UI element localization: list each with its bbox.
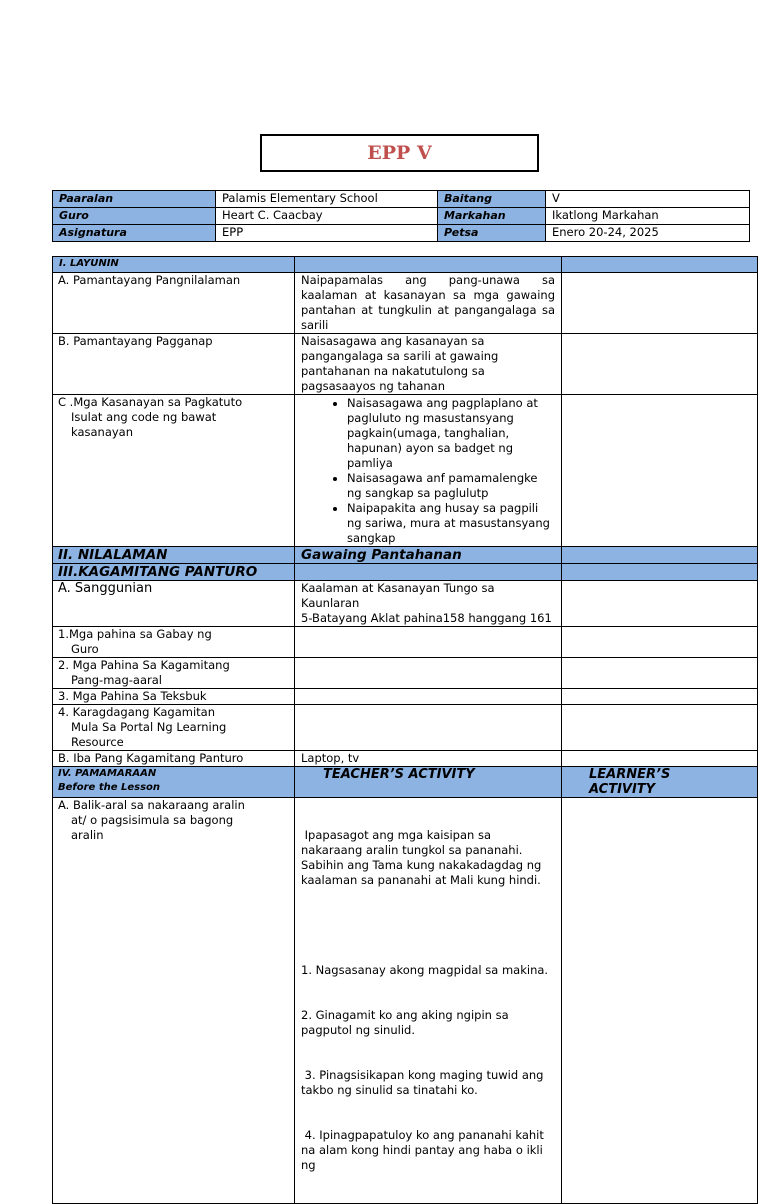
- document-title-box: [260, 134, 539, 172]
- subject-value: EPP: [216, 225, 438, 242]
- list-item: 3. Pinagsisikapan kong maging tuwid ang takbo ng sinulid sa tinatahi ko.: [301, 1068, 548, 1097]
- teacher-label: Guro: [53, 208, 216, 225]
- grade-value: V: [546, 191, 750, 208]
- quarter-value: Ikatlong Markahan: [546, 208, 750, 225]
- list-item: 2. Ginagamit ko ang aking ngipin sa pagputol ng sinulid.: [301, 1008, 513, 1037]
- school-value: Palamis Elementary School: [216, 191, 438, 208]
- kasanayan-list: [301, 396, 555, 546]
- iba-row: [53, 751, 758, 767]
- list-item: 1. Nagsasanay akong magpidal sa makina.: [301, 963, 549, 977]
- list-item: • Naisasagawa anf pamamalengke ng sangkap sa paglulutp: [347, 471, 555, 501]
- nilalaman-value: Gawaing Pantahanan: [295, 547, 562, 564]
- gabay-label: 1.Mga pahina sa Gabay ng Guro: [53, 627, 295, 658]
- balik-intro: Ipapasagot ang mga kaisipan sa nakaraang aralin tungkol sa pananahi. Sabihin ang Tama kung nakakadagdag ng kaalaman sa pananahi at Mali kung hindi.: [301, 828, 546, 887]
- karagdagan-label: 4. Karagdagang Kagamitan Mula Sa Portal Ng Learning Resource: [53, 705, 295, 751]
- balik-aral-text: [295, 798, 562, 1204]
- info-row: [53, 225, 750, 242]
- list-item: • Naisasagawa ang pagplaplano at pagluluto ng masustansyang pagkain(umaga, tanghalian, hapunan) ayon sa badget ng pamliya: [347, 396, 555, 471]
- date-value: Enero 20-24, 2025: [546, 225, 750, 242]
- pamamaraan-label: IV. PAMAMARAAN Before the Lesson: [53, 767, 295, 798]
- kasanayan-row: [53, 395, 758, 547]
- balik-aral-label: A. Balik-aral sa nakaraang aralin at/ o pagsisimula sa bagong aralin: [53, 798, 295, 1204]
- quarter-label: Markahan: [438, 208, 546, 225]
- pagganap-text: Naisasagawa ang kasanayan sa pangangalaga sa sarili at gawaing pantahanan na nakatutulong sa pagsasaayos ng tahanan: [295, 334, 562, 395]
- layunin-header: I. LAYUNIN: [53, 257, 295, 273]
- kasanayan-list-cell: [295, 395, 562, 547]
- info-row: [53, 191, 750, 208]
- teacher-value: Heart C. Caacbay: [216, 208, 438, 225]
- document-title: EPP V: [367, 142, 432, 164]
- info-table: [52, 190, 750, 242]
- pangnilalaman-label: A. Pamantayang Pangnilalaman: [53, 273, 295, 334]
- kasanayan-label: C .Mga Kasanayan sa Pagkatuto Isulat ang code ng bawat kasanayan: [53, 395, 295, 547]
- nilalaman-label: II. NILALAMAN: [53, 547, 295, 564]
- kagamitan-mag-aaral-label: 2. Mga Pahina Sa Kagamitang Pang-mag-aaral: [53, 658, 295, 689]
- pamamaraan-row: [53, 767, 758, 798]
- sanggunian-row: [53, 581, 758, 627]
- grade-label: Baitang: [438, 191, 546, 208]
- info-row: [53, 208, 750, 225]
- karagdagan-row: [53, 705, 758, 751]
- pagganap-row: [53, 334, 758, 395]
- list-item: 4. Ipinagpapatuloy ko ang pananahi kahit na alam kong hindi pantay ang haba o ikli ng: [301, 1128, 548, 1172]
- learner-activity-header: LEARNER’S ACTIVITY: [562, 767, 758, 798]
- teksbuk-row: [53, 689, 758, 705]
- sanggunian-label: A. Sanggunian: [53, 581, 295, 627]
- teksbuk-label: 3. Mga Pahina Sa Teksbuk: [53, 689, 295, 705]
- gabay-row: [53, 627, 758, 658]
- layunin-row: [53, 257, 758, 273]
- nilalaman-row: [53, 547, 758, 564]
- pagganap-label: B. Pamantayang Pagganap: [53, 334, 295, 395]
- iba-label: B. Iba Pang Kagamitang Panturo: [53, 751, 295, 767]
- kagamitan-label: III.KAGAMITANG PANTURO: [53, 564, 295, 581]
- lesson-plan-table: [52, 256, 758, 1204]
- kagamitan-row: [53, 564, 758, 581]
- balik-aral-row: [53, 798, 758, 1204]
- date-label: Petsa: [438, 225, 546, 242]
- teacher-activity-header: TEACHER’S ACTIVITY: [295, 767, 562, 798]
- list-item: • Naipapakita ang husay sa pagpili ng sariwa, mura at masustansyang sangkap: [347, 501, 555, 546]
- sanggunian-text: Kaalaman at Kasanayan Tungo sa Kaunlaran 5-Batayang Aklat pahina158 hanggang 161: [295, 581, 562, 627]
- school-label: Paaralan: [53, 191, 216, 208]
- kagamitan-mag-aaral-row: [53, 658, 758, 689]
- subject-label: Asignatura: [53, 225, 216, 242]
- iba-value: Laptop, tv: [295, 751, 562, 767]
- pangnilalaman-row: [53, 273, 758, 334]
- pangnilalaman-text: Naipapamalas ang pang-unawa sa kaalaman at kasanayan sa mga gawaing pantahan at tungkulin at pangangalaga sa sarili: [295, 273, 562, 334]
